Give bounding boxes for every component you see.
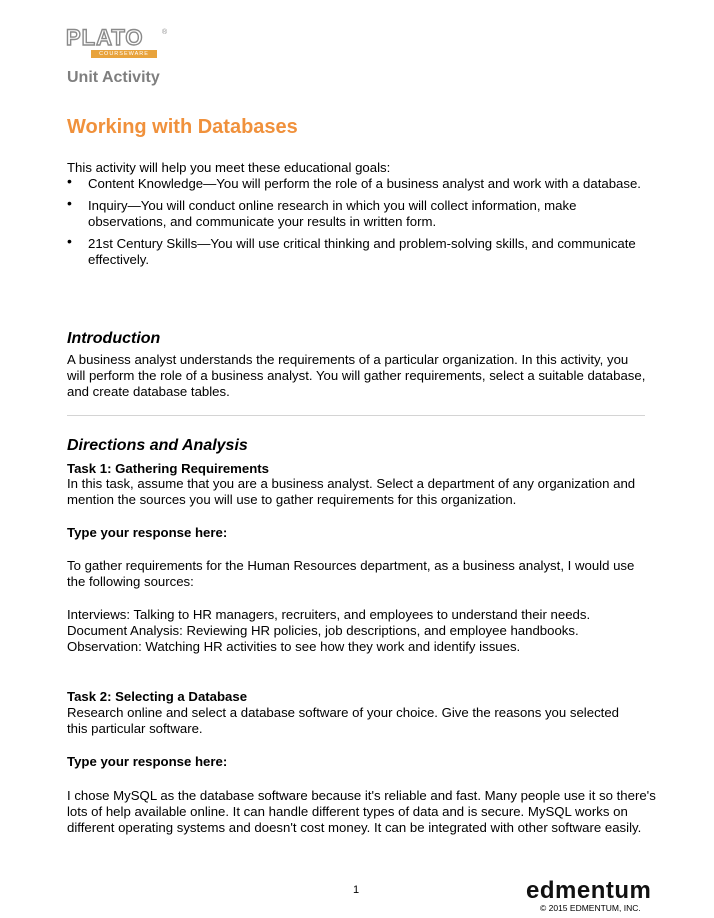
logo-subtitle: COURSEWARE <box>91 50 157 58</box>
logo-registered-mark: ® <box>162 29 168 36</box>
goals-list <box>67 173 657 274</box>
goal-text: Inquiry—You will conduct online research in which you will collect information, make observations, and communicate your results in written form. <box>88 198 577 229</box>
copyright-notice: © 2015 EDMENTUM, INC. <box>540 903 641 913</box>
task2-prompt: Research online and select a database software of your choice. Give the reasons you selected this particular software. <box>67 705 620 736</box>
plato-logo <box>66 27 168 60</box>
task1-response-line: Document Analysis: Reviewing HR policies, job descriptions, and employee handbooks. <box>67 623 579 638</box>
introduction-heading: Introduction <box>67 330 161 347</box>
task1-prompt: In this task, assume that you are a business analyst. Select a department of any organization and mention the sources you will use to gather requirements for this organization. <box>67 476 636 507</box>
logo-wordmark: PLATO <box>66 25 144 50</box>
task2-title: Task 2: Selecting a Database <box>67 689 248 704</box>
goal-item <box>67 195 657 230</box>
task1-title: Task 1: Gathering Requirements <box>67 461 270 476</box>
goal-text: 21st Century Skills—You will use critical thinking and problem-solving skills, and communicate effectively. <box>88 236 636 267</box>
task1-response-line: Observation: Watching HR activities to see how they work and identify issues. <box>67 639 521 654</box>
page-number: 1 <box>353 884 360 896</box>
document-title: Working with Databases <box>67 116 298 138</box>
goal-text: Content Knowledge—You will perform the role of a business analyst and work with a database. <box>88 176 641 191</box>
task1-response-line: To gather requirements for the Human Resources department, as a business analyst, I would use the following sources: <box>67 558 635 589</box>
introduction-body: A business analyst understands the requirements of a particular organization. In this activity, you will perform the role of a business analyst. You will gather requirements, select a suitable database, and create database tables. <box>67 352 646 399</box>
bullet-icon: • <box>67 233 72 249</box>
edmentum-wordmark: edmentum <box>526 877 652 904</box>
bullet-icon: • <box>67 173 72 189</box>
task2-response: I chose MySQL as the database software because it's reliable and fast. Many people use it so there's lots of help available online. It can handle different types of data and is secure. MySQL works on different operating systems and doesn't cost money. It can be integrated with other software easily. <box>67 788 656 835</box>
directions-heading: Directions and Analysis <box>67 437 248 454</box>
goal-item <box>67 173 657 192</box>
section-divider <box>67 415 645 416</box>
task1-response-line: Interviews: Talking to HR managers, recruiters, and employees to understand their needs. <box>67 607 591 622</box>
bullet-icon: • <box>67 195 72 211</box>
unit-activity-label: Unit Activity <box>67 69 160 86</box>
edmentum-logo <box>526 877 676 915</box>
task1-response-label: Type your response here: <box>67 525 228 540</box>
goal-item <box>67 233 657 268</box>
goals-intro: This activity will help you meet these educational goals: <box>67 160 391 175</box>
task2-response-label: Type your response here: <box>67 754 228 769</box>
